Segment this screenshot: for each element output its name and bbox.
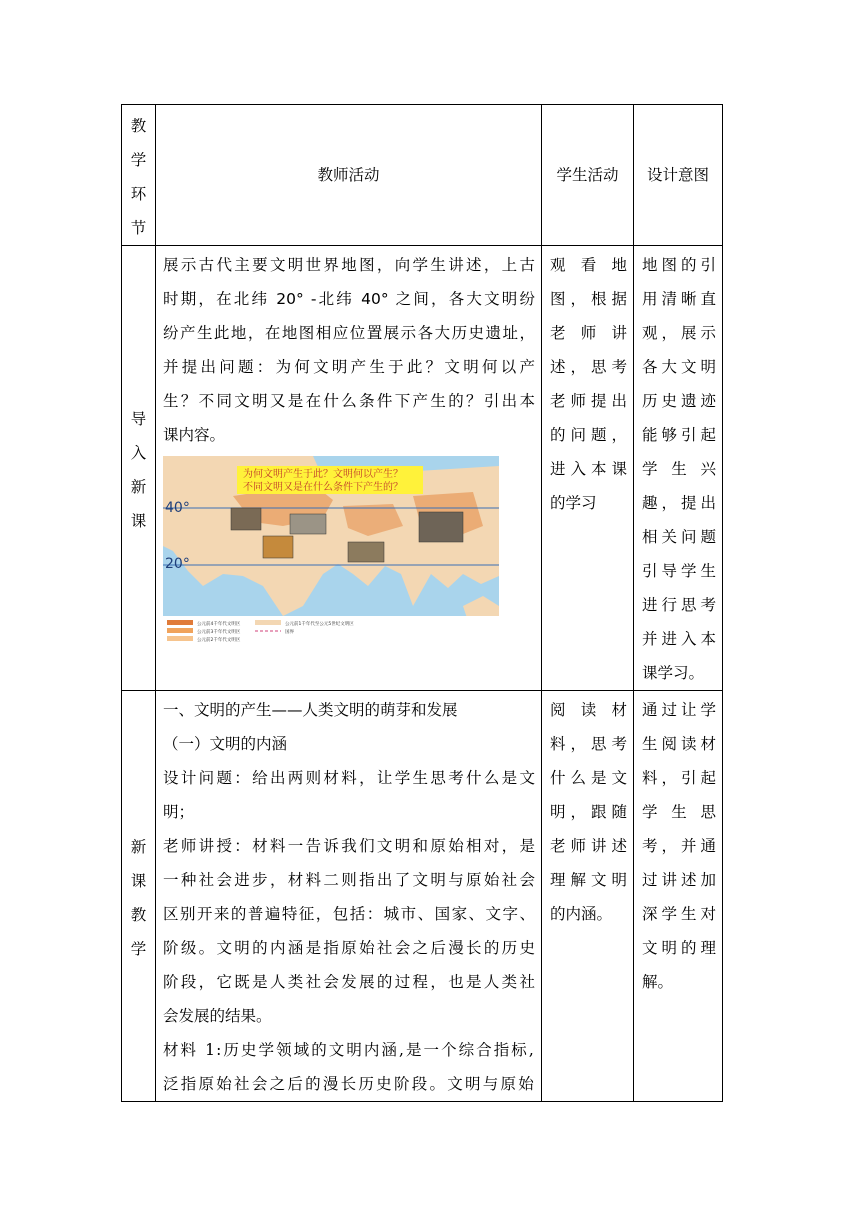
text-line: 深学生对 xyxy=(642,905,716,923)
text-line: 明； xyxy=(163,803,195,821)
ruins-photo-2 xyxy=(290,514,326,534)
text-line: 述，思考 xyxy=(550,358,627,376)
header-row xyxy=(122,105,723,246)
text-line: 过讲述加 xyxy=(642,871,716,889)
legend-e: 国界 xyxy=(285,630,294,635)
text-line: 的内涵。 xyxy=(550,905,613,923)
stage-char: 教 xyxy=(130,906,147,924)
stage-char: 新 xyxy=(130,838,147,856)
intro-row xyxy=(122,246,723,691)
text-line: 并进入本 xyxy=(642,630,716,648)
text-line: 展示古代主要文明世界地图，向学生讲述，上古 xyxy=(163,256,535,274)
intro-stage xyxy=(122,246,156,691)
legend-c: 公元前2千年代文明区 xyxy=(197,638,241,643)
new-lesson-row xyxy=(122,691,723,1102)
text-line: 历史遗迹 xyxy=(642,392,716,410)
new-lesson-design-intent xyxy=(634,691,723,1102)
text-line: 并提出问题：为何文明产生于此？文明何以产 xyxy=(163,358,535,376)
new-lesson-student-activity xyxy=(542,691,634,1102)
intro-stage-text xyxy=(122,402,155,538)
text-line: 老师提出 xyxy=(550,392,627,410)
text-line: 老师讲 xyxy=(550,324,627,342)
text-line: 的学习 xyxy=(550,494,597,512)
stage-char: 环 xyxy=(130,185,147,203)
intro-teacher-activity xyxy=(156,246,542,691)
ruins-photo-1 xyxy=(231,508,261,530)
stage-char: 节 xyxy=(130,219,147,237)
text-line: 文明的理 xyxy=(642,939,716,957)
lat-20-label: 20° xyxy=(165,556,190,572)
text-line: 观看地 xyxy=(550,256,627,274)
legend-b: 公元前3千年代文明区 xyxy=(197,630,241,635)
text-line: 料，引起 xyxy=(642,769,716,787)
text-line: 理解文明 xyxy=(550,871,627,889)
text-line: 阶段，它既是人类社会发展的过程，也是人类社 xyxy=(163,973,535,991)
text-line: 料，思考 xyxy=(550,735,627,753)
text-line: 各大文明 xyxy=(642,358,716,376)
stage-char: 课 xyxy=(130,872,147,890)
intro-student-activity xyxy=(542,246,634,691)
stage-char: 课 xyxy=(130,512,147,530)
text-line: 考，并通 xyxy=(642,837,716,855)
text-line: 趣，提出 xyxy=(642,494,716,512)
text-line: 生？不同文明又是在什么条件下产生的？引出本 xyxy=(163,392,535,410)
stage-char: 导 xyxy=(130,410,147,428)
new-lesson-teacher-activity xyxy=(156,691,542,1102)
text-line: 相关问题 xyxy=(642,528,716,546)
text-line: 通过让学 xyxy=(642,701,716,719)
intro-teacher-text xyxy=(163,248,535,452)
map-question-2: 不同文明又是在什么条件下产生的？ xyxy=(243,482,403,493)
ruins-photo-4 xyxy=(419,512,463,542)
text-line: 一种社会进步，材料二则指出了文明与原始社会 xyxy=(163,871,535,889)
header-design: 设计意图 xyxy=(634,105,723,246)
header-stage xyxy=(122,105,156,246)
text-line: 学生兴 xyxy=(642,460,716,478)
ruins-photo-3 xyxy=(348,542,384,562)
text-line: 区别开来的普遍特征，包括：城市、国家、文字、 xyxy=(163,905,535,923)
text-line: 地图的引 xyxy=(642,256,716,274)
text-line: 老师讲述 xyxy=(550,837,627,855)
subsection-heading: （一）文明的内涵 xyxy=(163,735,288,753)
text-line: 阶级。文明的内涵是指原始社会之后漫长的历史 xyxy=(163,939,535,957)
header-stage-text xyxy=(122,109,155,245)
map-question-1: 为何文明产生于此？文明何以产生？ xyxy=(243,469,403,480)
text-line: 什么是文 xyxy=(550,769,627,787)
stage-char: 学 xyxy=(130,940,147,958)
text-line: 引导学生 xyxy=(642,562,716,580)
legend-a: 公元前4千年代文明区 xyxy=(197,622,241,627)
text-line: 时期，在北纬 20° -北纬 40° 之间，各大文明纷 xyxy=(163,290,535,308)
text-line: 学生思 xyxy=(642,803,716,821)
material-line: 泛指原始社会之后的漫长历史阶段。文明与原始 xyxy=(163,1075,535,1093)
text-line: 课学习。 xyxy=(642,664,705,682)
text-line: 用清晰直 xyxy=(642,290,716,308)
stage-char: 学 xyxy=(130,151,147,169)
header-teacher: 教师活动 xyxy=(156,105,542,246)
stage-char: 入 xyxy=(130,444,147,462)
material-line: 材料 1:历史学领域的文明内涵,是一个综合指标, xyxy=(163,1041,535,1059)
intro-design-intent xyxy=(634,246,723,691)
pyramid-photo xyxy=(263,536,293,558)
header-student: 学生活动 xyxy=(542,105,634,246)
text-line: 进行思考 xyxy=(642,596,716,614)
text-line: 课内容。 xyxy=(163,426,226,444)
legend-d: 公元前1千年代至公元5世纪文明区 xyxy=(285,622,354,627)
lesson-plan-table xyxy=(121,104,723,1102)
text-line: 解。 xyxy=(642,973,674,991)
text-line: 图，根据 xyxy=(550,290,627,308)
ancient-civilization-map xyxy=(163,456,499,647)
lat-40-label: 40° xyxy=(165,500,190,516)
text-line: 能够引起 xyxy=(642,426,716,444)
text-line: 老师讲授：材料一告诉我们文明和原始相对，是 xyxy=(163,837,535,855)
text-line: 会发展的结果。 xyxy=(163,1007,272,1025)
text-line: 的问题， xyxy=(550,426,627,444)
text-line: 纷产生此地，在地图相应位置展示各大历史遗址， xyxy=(163,324,535,342)
text-line: 进入本课 xyxy=(550,460,627,478)
text-line: 明，跟随 xyxy=(550,803,627,821)
text-line: 生阅读材 xyxy=(642,735,716,753)
text-line: 观，展示 xyxy=(642,324,716,342)
text-line: 设计问题：给出两则材料，让学生思考什么是文 xyxy=(163,769,535,787)
section-heading: 一、文明的产生——人类文明的萌芽和发展 xyxy=(163,701,458,719)
new-lesson-stage xyxy=(122,691,156,1102)
new-lesson-stage-text xyxy=(122,830,155,966)
stage-char: 教 xyxy=(130,117,147,135)
text-line: 阅读材 xyxy=(550,701,627,719)
stage-char: 新 xyxy=(130,478,147,496)
